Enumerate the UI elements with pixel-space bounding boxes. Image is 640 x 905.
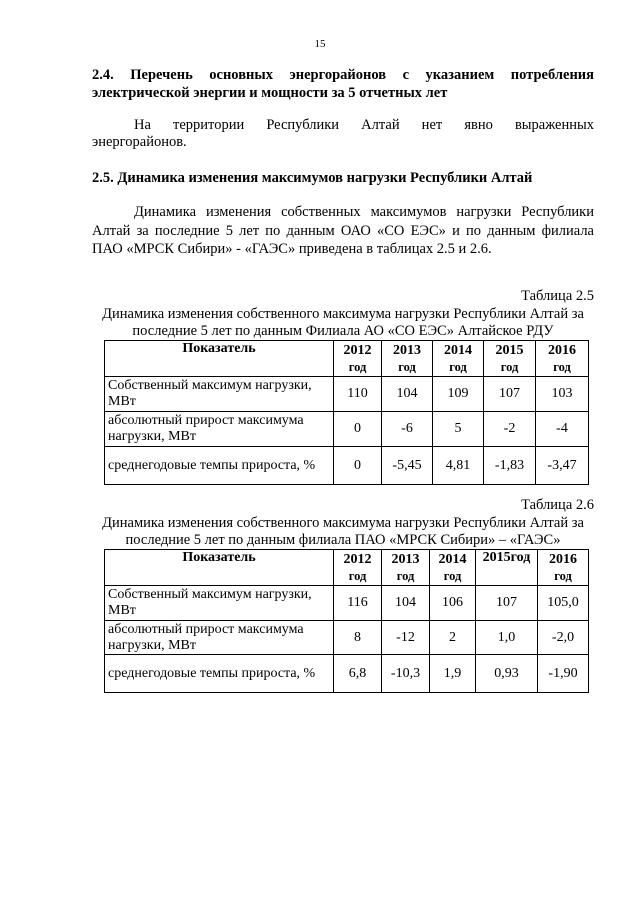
header-year-value: 2016 [548, 342, 576, 358]
header-year [334, 341, 382, 377]
table-row [105, 586, 589, 621]
cell-value: 5 [433, 412, 484, 447]
header-year-value: 2012 [343, 342, 372, 358]
header-year-value: 2013 [393, 342, 421, 358]
cell-value: 110 [334, 377, 382, 412]
header-year-value: 2014 [444, 342, 472, 358]
header-year [382, 341, 433, 377]
section-2-5-para-line3: ПАО «МРСК Сибири» - «ГАЭС» приведена в таблицах 2.5 и 2.6. [92, 241, 492, 257]
header-year-value: 2014 [438, 551, 467, 567]
cell-value: 6,8 [334, 655, 382, 693]
header-year [334, 550, 382, 586]
cell-value: -1,90 [538, 655, 589, 693]
header-year-value: 2015год [482, 550, 531, 565]
header-year-unit: год [348, 359, 367, 374]
header-year [382, 550, 430, 586]
cell-value: 109 [433, 377, 484, 412]
header-year-unit: год [443, 568, 462, 583]
header-year [536, 341, 589, 377]
row-label: абсолютный прирост максимума нагрузки, МВт [105, 621, 334, 655]
table-2-5-caption-line1: Динамика изменения собственного максимума нагрузки Республики Алтай за [102, 306, 584, 322]
cell-value: 103 [536, 377, 589, 412]
header-year-unit: год [554, 568, 572, 583]
section-2-4-heading-line2: электрической энергии и мощности за 5 отчетных лет [92, 85, 448, 101]
table-row [105, 447, 589, 485]
cell-value: 1,0 [476, 621, 538, 655]
table-header-row [105, 550, 589, 586]
cell-value: 105,0 [538, 586, 589, 621]
section-2-5-para-line2: Алтай за последние 5 лет по данным ОАО «СО ЕЭС» и по данным филиала [92, 223, 594, 239]
header-year-value: 2013 [391, 551, 420, 567]
cell-value: 2 [430, 621, 476, 655]
table-2-5-label: Таблица 2.5 [521, 288, 594, 304]
cell-value: 106 [430, 586, 476, 621]
header-year [430, 550, 476, 586]
header-year-value: 2012 [343, 551, 372, 567]
table-header-row [105, 341, 589, 377]
row-label: среднегодовые темпы прироста, % [105, 447, 334, 485]
cell-value: 0,93 [476, 655, 538, 693]
section-2-4-heading-line1: 2.4. Перечень основных энергорайонов с указанием потребления [92, 67, 594, 83]
cell-value: -1,83 [484, 447, 536, 485]
header-year-value: 2015 [495, 342, 524, 358]
header-year-unit: год [500, 359, 519, 374]
cell-value: 1,9 [430, 655, 476, 693]
cell-value: -2 [484, 412, 536, 447]
cell-value: -12 [382, 621, 430, 655]
cell-value: 4,81 [433, 447, 484, 485]
header-indicator: Показатель [105, 341, 334, 377]
table-2-6 [104, 549, 589, 693]
cell-value: -10,3 [382, 655, 430, 693]
table-2-6-label: Таблица 2.6 [521, 497, 594, 513]
section-2-4-para-line1: На территории Республики Алтай нет явно выраженных [134, 117, 594, 133]
header-year-unit: год [398, 359, 416, 374]
table-2-5 [104, 340, 589, 485]
header-year-unit: год [553, 359, 571, 374]
cell-value: 104 [382, 377, 433, 412]
row-label: среднегодовые темпы прироста, % [105, 655, 334, 693]
table-2-5-caption-line2: последние 5 лет по данным Филиала АО «СО ЕЭС» Алтайское РДУ [132, 323, 554, 339]
table-row [105, 621, 589, 655]
section-2-4-para-line2: энергорайонов. [92, 134, 187, 150]
row-label: Собственный максимум нагрузки, МВт [105, 377, 334, 412]
cell-value: 8 [334, 621, 382, 655]
header-year [476, 550, 538, 586]
header-year-value: 2016 [549, 551, 577, 567]
cell-value: -3,47 [536, 447, 589, 485]
cell-value: 0 [334, 412, 382, 447]
header-year-unit: год [348, 568, 367, 583]
header-year [538, 550, 589, 586]
cell-value: 107 [476, 586, 538, 621]
header-indicator: Показатель [105, 550, 334, 586]
page-number: 15 [314, 38, 326, 50]
cell-value: 0 [334, 447, 382, 485]
row-label: Собственный максимум нагрузки, МВт [105, 586, 334, 621]
cell-value: -4 [536, 412, 589, 447]
table-2-6-caption-line1: Динамика изменения собственного максимума нагрузки Республики Алтай за [102, 515, 584, 531]
row-label: абсолютный прирост максимума нагрузки, МВт [105, 412, 334, 447]
table-2-6-caption-line2: последние 5 лет по данным филиала ПАО «МРСК Сибири» – «ГАЭС» [125, 532, 561, 548]
cell-value: 104 [382, 586, 430, 621]
table-row [105, 377, 589, 412]
header-year-unit: год [396, 568, 415, 583]
section-2-5-para-line1: Динамика изменения собственных максимумов нагрузки Республики [134, 204, 594, 220]
cell-value: 107 [484, 377, 536, 412]
table-row [105, 655, 589, 693]
cell-value: -2,0 [538, 621, 589, 655]
header-year-unit: год [449, 359, 467, 374]
section-2-5-heading: 2.5. Динамика изменения максимумов нагрузки Республики Алтай [92, 170, 533, 186]
cell-value: -5,45 [382, 447, 433, 485]
table-row [105, 412, 589, 447]
cell-value: 116 [334, 586, 382, 621]
header-year [484, 341, 536, 377]
header-year [433, 341, 484, 377]
cell-value: -6 [382, 412, 433, 447]
